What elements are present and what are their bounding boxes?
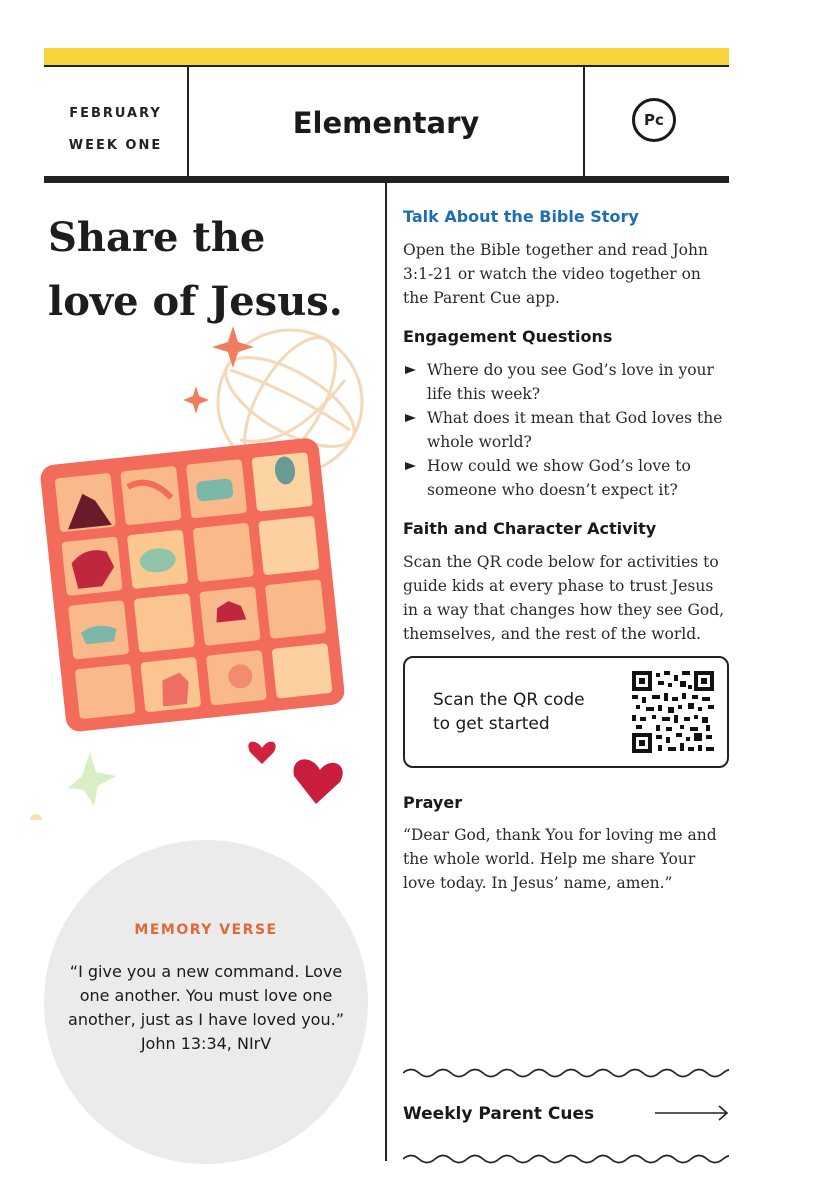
headline: Share the love of Jesus.: [48, 214, 343, 325]
qr-line-2: to get started: [433, 714, 550, 734]
bible-story-heading: Talk About the Bible Story: [403, 207, 639, 226]
sparkle-icon: [183, 386, 209, 414]
question-item: Where do you see God’s love in your life this week?: [403, 358, 729, 406]
star-icon: [68, 752, 116, 806]
heart-icon: [294, 759, 343, 804]
date-label: [44, 98, 187, 162]
header-accent-bar: [44, 48, 729, 66]
qr-code-icon[interactable]: [632, 671, 714, 753]
activity-heading: Faith and Character Activity: [403, 519, 657, 538]
column-divider: [385, 183, 387, 1161]
parent-cue-logo: Pc: [632, 98, 676, 142]
memory-verse-label: MEMORY VERSE: [134, 922, 278, 938]
heart-icon: [248, 742, 275, 764]
header-top-rule: [44, 65, 729, 67]
prayer-text: “Dear God, thank You for loving me and the whole world. Help me share Your love today. In Jesus’ name, amen.”: [403, 826, 717, 892]
engagement-questions: [403, 358, 729, 502]
bible-story-text: Open the Bible together and read John 3:1-21 or watch the video together on the Parent Cue app.: [403, 241, 708, 307]
car-icon: [196, 478, 234, 502]
memory-verse: [64, 960, 348, 1056]
engagement-heading: Engagement Questions: [403, 327, 613, 346]
qr-prompt: [433, 688, 613, 736]
illustration-grid: [30, 320, 370, 820]
question-item: How could we show God’s love to someone who doesn’t expect it?: [403, 454, 729, 502]
header-bottom-rule: [44, 176, 729, 183]
weekly-parent-cues-link[interactable]: Weekly Parent Cues: [403, 1104, 595, 1124]
page-title: Elementary: [292, 106, 480, 140]
activity-text: Scan the QR code below for activities to guide kids at every phase to trust Jesus in a way that changes how they see God, themselves, and the rest of the world.: [403, 553, 725, 643]
week-label: WEEK ONE: [68, 138, 163, 153]
month-label: FEBRUARY: [69, 106, 162, 121]
wavy-divider: [403, 1066, 729, 1080]
arrow-right-icon[interactable]: [655, 1105, 729, 1121]
prayer-heading: Prayer: [403, 793, 463, 812]
qr-line-1: Scan the QR code: [433, 690, 585, 710]
memory-verse-reference: John 13:34, NIrV: [140, 1034, 272, 1053]
header-divider: [583, 66, 585, 177]
sparkle-icon: [212, 326, 254, 368]
question-item: What does it mean that God loves the whole world?: [403, 406, 729, 454]
dot-icon: [30, 814, 42, 820]
memory-verse-text: “I give you a new command. Love one another. You must love one another, just as I have loved you.”: [68, 962, 344, 1029]
wavy-divider: [403, 1152, 729, 1166]
